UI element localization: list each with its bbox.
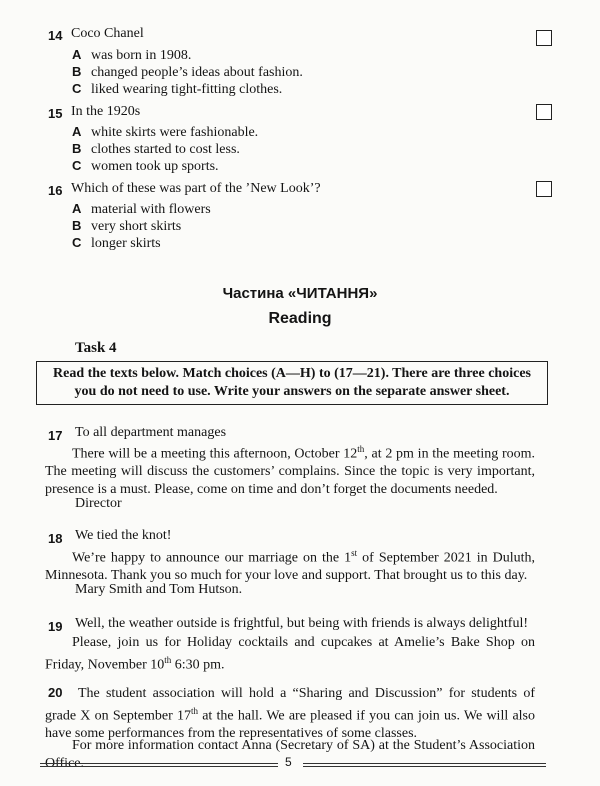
signature: Director	[75, 496, 122, 511]
option-text: was born in 1908.	[91, 48, 192, 63]
option	[72, 201, 211, 218]
option	[72, 235, 161, 252]
option	[72, 64, 303, 81]
text-number: 20	[48, 685, 63, 700]
superscript: st	[351, 548, 358, 558]
instruction-box	[36, 361, 548, 405]
option-letter: A	[72, 201, 82, 216]
option	[72, 218, 181, 235]
body-part: of September 2021 in Duluth, Minnesota. Thank you so much for your love and support. That brought us to this day.	[45, 550, 535, 584]
superscript: th	[357, 444, 365, 454]
body-part: 6:30 pm.	[171, 657, 225, 673]
text-body	[45, 441, 535, 498]
option-text: women took up sports.	[91, 159, 219, 174]
question-number: 16	[48, 183, 63, 198]
superscript: th	[190, 705, 198, 716]
superscript: th	[164, 654, 172, 665]
option-letter: C	[72, 235, 82, 250]
answer-checkbox[interactable]	[536, 104, 552, 120]
text-title: Well, the weather outside is frightful, but being with friends is always delightful!	[75, 616, 528, 631]
body-part: , at 2 pm in the meeting room. The meeting will discuss the customers’ complains. Since the topic is very important, presence is a must. Please, come on time and don’t forget the documents needed.	[45, 446, 536, 497]
task-label: Task 4	[75, 340, 117, 356]
footer-rule-left	[40, 766, 278, 767]
option-letter: B	[72, 218, 82, 233]
option	[72, 158, 219, 175]
footer-rule-right	[303, 763, 546, 764]
option-letter: C	[72, 158, 82, 173]
footer-rule-left	[40, 763, 278, 764]
text-title: To all department manages	[75, 425, 227, 440]
signature: Mary Smith and Tom Hutson.	[75, 582, 243, 597]
body-part: We’re happy to announce our marriage on the 1	[72, 550, 352, 566]
body-part: at the hall. We are pleased if you can join us. We will also have some performances from the representatives of some classes.	[45, 708, 535, 741]
text-body	[45, 634, 535, 674]
option-text: changed people’s ideas about fashion.	[91, 65, 303, 80]
option-letter: A	[72, 47, 82, 62]
option-letter: C	[72, 81, 82, 96]
option-text: liked wearing tight-fitting clothes.	[91, 82, 283, 97]
body-part: There will be a meeting this afternoon, October 12	[72, 446, 358, 462]
text-body-last: For more information contact Anna (Secretary of SA) at the Student’s Association Office.	[45, 738, 535, 771]
section-subtitle: Reading	[268, 310, 332, 327]
option	[72, 47, 191, 64]
question-number: 15	[48, 106, 63, 121]
body-part: The student association will hold a “Sharing and Discussion” for students of grade X on September 17	[45, 686, 535, 724]
option-letter: B	[72, 64, 82, 79]
instruction-line: you do not need to use. Write your answers on the separate answer sheet.	[74, 384, 510, 399]
option-text: very short skirts	[91, 219, 182, 234]
page-number: 5	[285, 755, 292, 769]
text-number: 19	[48, 619, 63, 634]
text-body	[45, 545, 535, 585]
section-title: Частина «ЧИТАННЯ»	[222, 285, 378, 302]
text-title: We tied the knot!	[75, 528, 172, 543]
option-text: material with flowers	[91, 202, 211, 217]
question-number: 14	[48, 28, 63, 43]
answer-checkbox[interactable]	[536, 30, 552, 46]
option	[72, 124, 258, 141]
option	[72, 81, 282, 98]
text-number: 17	[48, 428, 63, 443]
option-text: white skirts were fashionable.	[91, 125, 259, 140]
question-text: Coco Chanel	[71, 26, 144, 41]
text-number: 18	[48, 531, 63, 546]
body-part: Please, join us for Holiday cocktails and cupcakes at Amelie’s Bake Shop on Friday, November 10	[45, 635, 535, 673]
text-body	[45, 684, 535, 742]
option-letter: B	[72, 141, 82, 156]
answer-checkbox[interactable]	[536, 181, 552, 197]
footer-rule-right	[303, 766, 546, 767]
question-text: Which of these was part of the ’New Look’?	[71, 181, 321, 196]
option-text: longer skirts	[91, 236, 161, 251]
question-text: In the 1920s	[71, 104, 141, 119]
option	[72, 141, 240, 158]
instruction-line: Read the texts below. Match choices (A—H) to (17—21). There are three choices	[53, 366, 531, 381]
option-letter: A	[72, 124, 82, 139]
option-text: clothes started to cost less.	[91, 142, 240, 157]
